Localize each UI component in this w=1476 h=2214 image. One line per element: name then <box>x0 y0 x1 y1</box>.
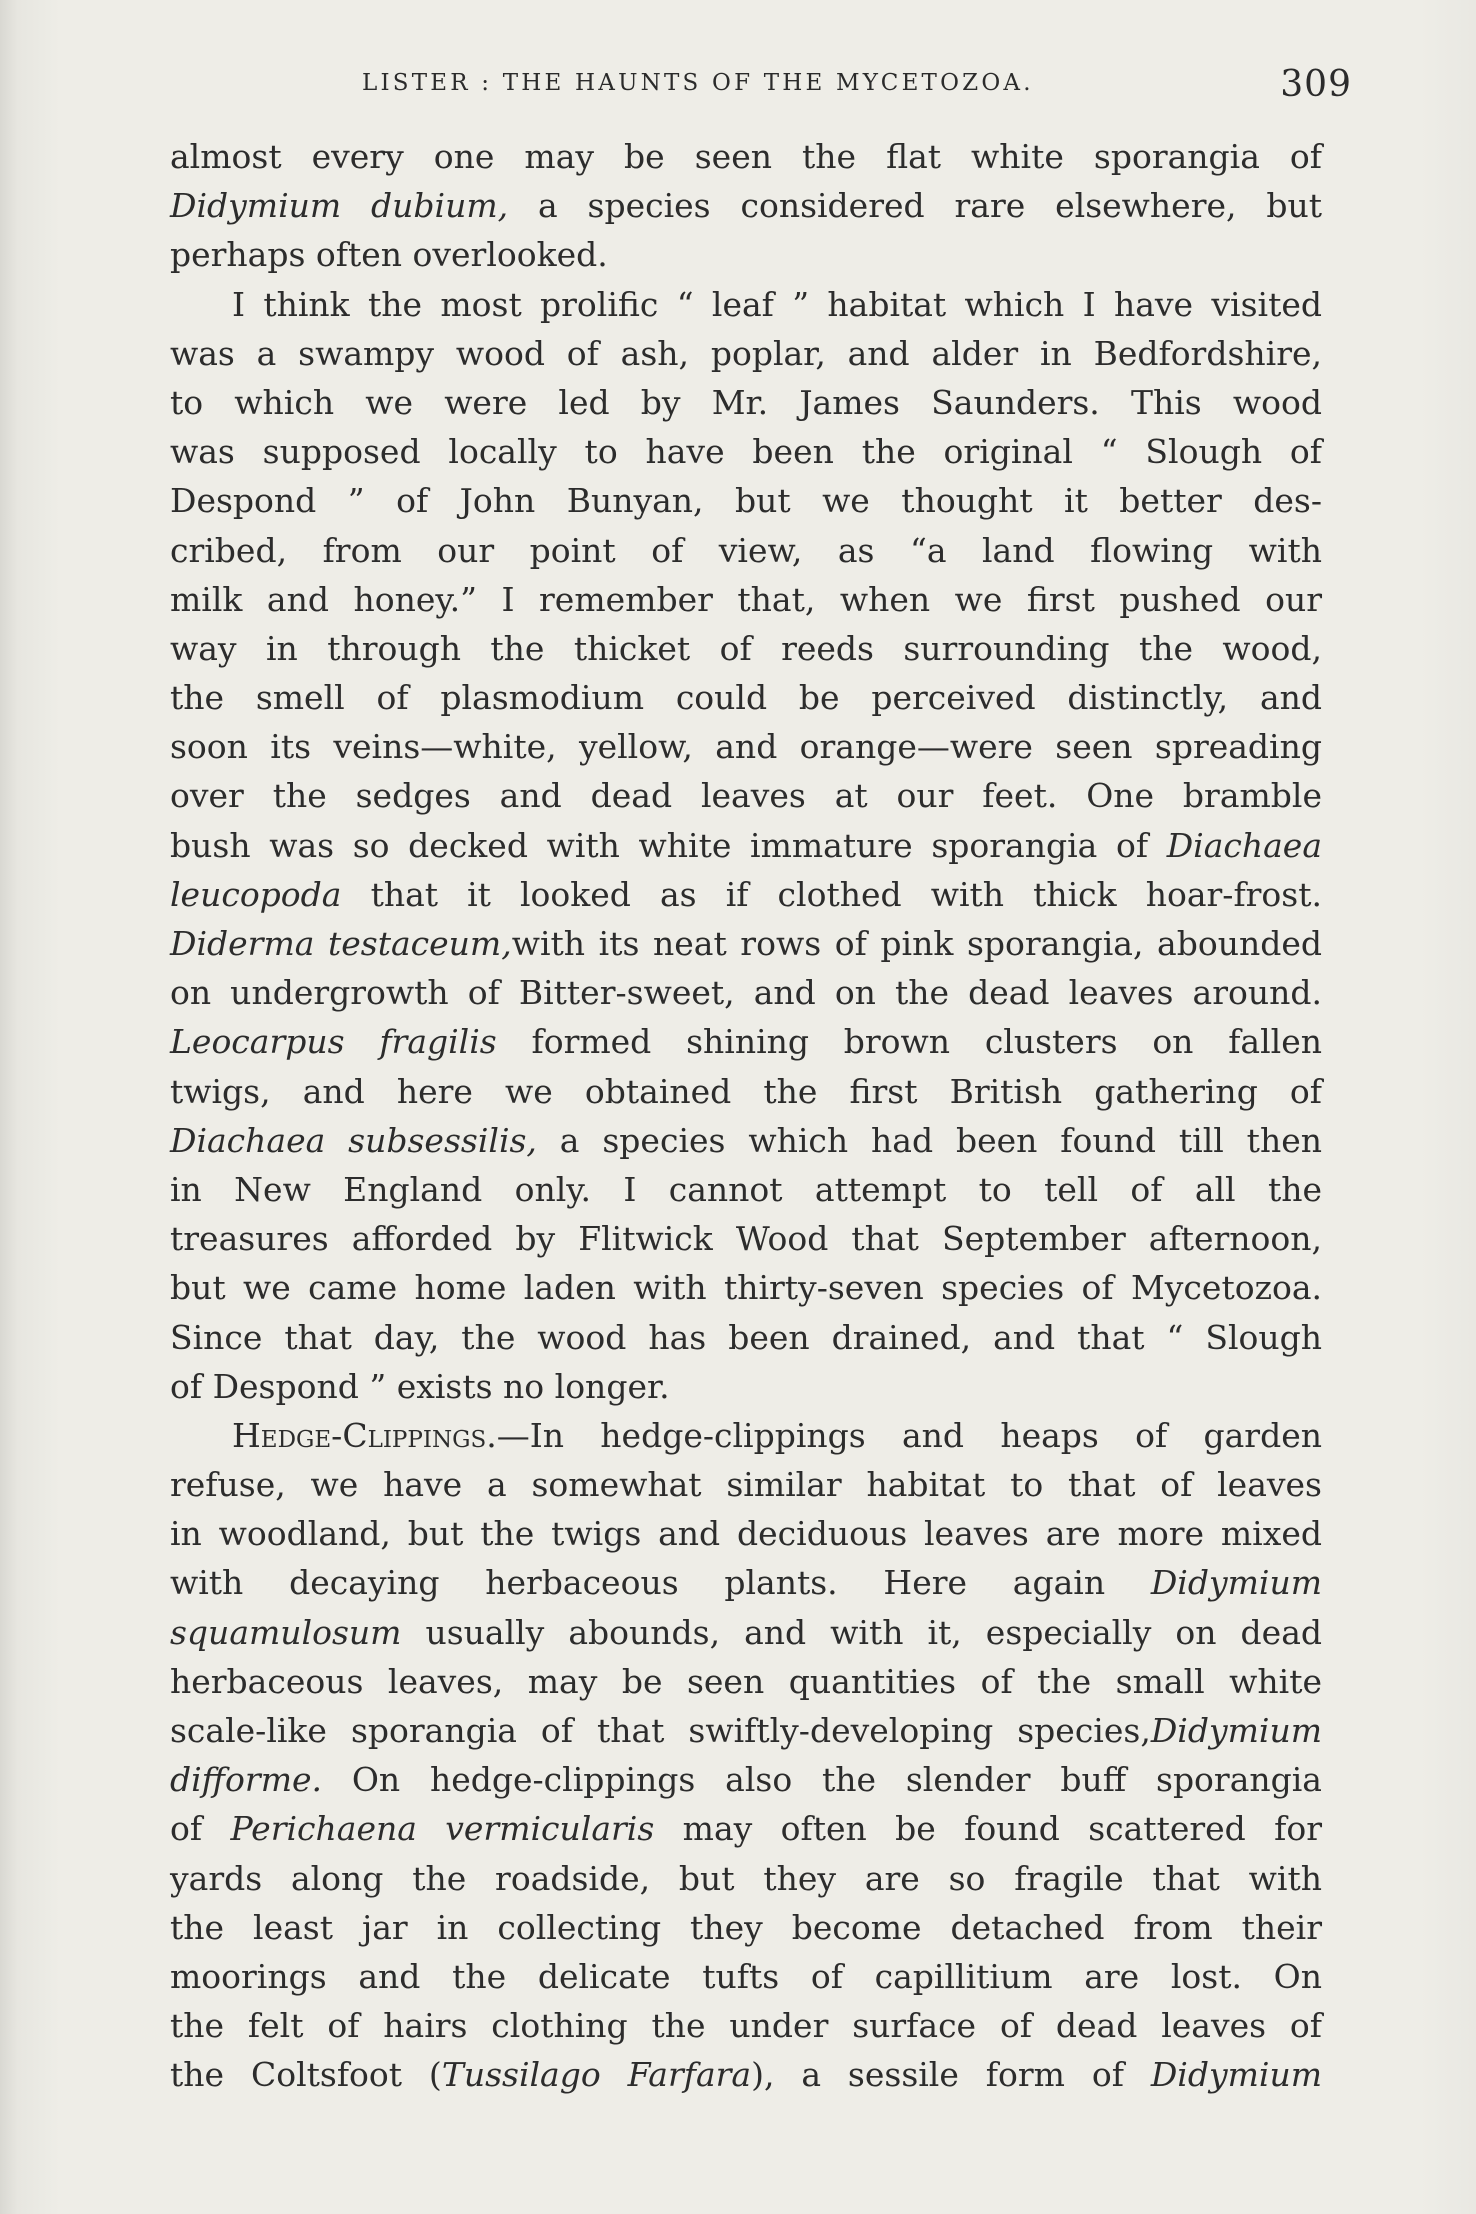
text-line <box>170 230 1322 279</box>
text-run: may often be found scattered for <box>654 1809 1323 1849</box>
text-line <box>170 1657 1322 1706</box>
text-line <box>170 329 1322 378</box>
text-run: treasures afforded by Flitwick Wood that September afternoon, <box>170 1219 1322 1259</box>
text-line <box>170 1165 1322 1214</box>
text-run: that it looked as if clothed with thick hoar-frost. <box>341 874 1322 914</box>
text-line <box>170 280 1322 329</box>
italic-species-name: Tussilago Farfara <box>441 2055 752 2095</box>
text-run: yards along the roadside, but they are so fragile that with <box>170 1858 1322 1898</box>
italic-species-name: Diderma testaceum, <box>170 924 512 963</box>
text-line <box>170 1706 1322 1755</box>
text-line <box>170 1903 1322 1952</box>
text-line <box>170 1214 1322 1263</box>
text-run: of Despond ” exists no longer. <box>170 1366 670 1406</box>
text-line <box>170 919 1322 968</box>
text-line <box>170 1017 1322 1066</box>
text-line <box>170 673 1322 722</box>
text-run: but we came home laden with thirty-seven species of Mycetozoa. <box>170 1268 1322 1308</box>
text-run: over the sedges and dead leaves at our feet. One bramble <box>170 776 1322 816</box>
running-head <box>362 66 1352 106</box>
text-run: Since that day, the wood has been drained, and that “ Slough <box>170 1317 1322 1357</box>
text-run: bush was so decked with white immature sporangia of <box>170 825 1167 865</box>
text-run: On hedge-clippings also the slender buff sporangia <box>322 1760 1322 1800</box>
text-line <box>170 427 1322 476</box>
text-run: almost every one may be seen the flat white sporangia of <box>170 137 1322 176</box>
text-line <box>170 1116 1322 1165</box>
italic-species-name: leucopoda <box>170 874 342 914</box>
text-run: way in through the thicket of reeds surrounding the wood, <box>170 628 1322 668</box>
text-line <box>170 821 1322 870</box>
text-run: —In hedge-clippings and heaps of garden <box>496 1415 1322 1455</box>
text-run: in New England only. I cannot attempt to tell of all the <box>170 1169 1322 1209</box>
text-line <box>170 1411 1322 1460</box>
text-line <box>170 1263 1322 1312</box>
text-line <box>170 2050 1322 2099</box>
text-line <box>170 870 1322 919</box>
italic-species-name: Leocarpus fragilis <box>170 1022 497 1062</box>
text-line <box>170 132 1322 181</box>
text-line <box>170 1755 1322 1804</box>
text-run: herbaceous leaves, may be seen quantities of the small white <box>170 1661 1322 1701</box>
text-run: with its neat rows of pink sporangia, abounded <box>511 924 1322 963</box>
text-line <box>170 476 1322 525</box>
text-run: Despond ” of John Bunyan, but we thought it better des- <box>170 481 1322 521</box>
body-text <box>170 132 1322 2100</box>
text-line <box>170 1558 1322 1607</box>
text-run: the felt of hairs clothing the under surface of dead leaves of <box>170 2006 1322 2046</box>
text-run: the smell of plasmodium could be perceived distinctly, and <box>170 678 1322 718</box>
text-run: soon its veins—white, yellow, and orange—were seen spreading <box>170 727 1322 767</box>
text-line <box>170 1509 1322 1558</box>
text-line <box>170 1362 1322 1411</box>
text-run: milk and honey.” I remember that, when we first pushed our <box>170 579 1322 619</box>
text-line <box>170 624 1322 673</box>
text-run: I think the most prolific “ leaf ” habitat which I have visited <box>232 284 1322 324</box>
text-run: in woodland, but the twigs and deciduous leaves are more mixed <box>170 1514 1322 1554</box>
text-line <box>170 1854 1322 1903</box>
text-run: was a swampy wood of ash, poplar, and alder in Bedfordshire, <box>170 333 1322 373</box>
italic-species-name: Perichaena vermicularis <box>230 1809 655 1849</box>
text-line <box>170 771 1322 820</box>
text-run: of <box>170 1809 231 1849</box>
italic-species-name: Didymium <box>1150 1563 1322 1603</box>
text-run: cribed, from our point of view, as “a land flowing with <box>170 530 1322 570</box>
text-line <box>170 575 1322 624</box>
text-run: a species considered rare elsewhere, but <box>508 186 1322 226</box>
text-run: scale-like sporangia of that swiftly-developing species, <box>170 1711 1151 1750</box>
italic-species-name: Didymium <box>1150 2055 1322 2095</box>
text-line <box>170 1313 1322 1362</box>
text-run: the least jar in collecting they become detached from their <box>170 1907 1322 1947</box>
text-line <box>170 968 1322 1017</box>
text-run: to which we were led by Mr. James Saunders. This wood <box>170 382 1322 422</box>
text-line <box>170 1460 1322 1509</box>
text-line <box>170 722 1322 771</box>
text-line <box>170 2001 1322 2050</box>
section-heading: Hedge-Clippings. <box>232 1415 497 1455</box>
page-number: 309 <box>1280 64 1352 105</box>
italic-species-name: difforme. <box>170 1760 323 1800</box>
text-run: the Coltsfoot ( <box>170 2055 442 2095</box>
text-run: refuse, we have a somewhat similar habitat to that of leaves <box>170 1465 1322 1505</box>
text-run: perhaps often overlooked. <box>170 235 608 275</box>
text-line <box>170 378 1322 427</box>
text-line <box>170 1608 1322 1657</box>
italic-species-name: squamulosum <box>170 1612 402 1652</box>
italic-species-name: Diachaea <box>1166 825 1322 865</box>
text-run: was supposed locally to have been the original “ Slough of <box>170 432 1322 472</box>
text-run: twigs, and here we obtained the first British gathering of <box>170 1071 1322 1111</box>
text-line <box>170 526 1322 575</box>
text-line <box>170 1804 1322 1853</box>
text-line <box>170 1067 1322 1116</box>
italic-species-name: Didymium <box>1150 1711 1322 1750</box>
italic-species-name: Diachaea subsessilis, <box>170 1120 537 1160</box>
text-run: ), a sessile form of <box>751 2055 1151 2095</box>
text-run: formed shining brown clusters on fallen <box>496 1022 1322 1062</box>
text-run: on undergrowth of Bitter-sweet, and on the dead leaves around. <box>170 973 1322 1013</box>
text-run: a species which had been found till then <box>536 1120 1322 1160</box>
text-run: with decaying herbaceous plants. Here again <box>170 1563 1151 1603</box>
text-run: moorings and the delicate tufts of capillitium are lost. On <box>170 1956 1322 1996</box>
text-line <box>170 181 1322 230</box>
text-line <box>170 1952 1322 2001</box>
italic-species-name: Didymium dubium, <box>170 186 509 226</box>
running-title: LISTER : THE HAUNTS OF THE MYCETOZOA. <box>362 70 1034 96</box>
text-run: usually abounds, and with it, especially on dead <box>401 1612 1322 1652</box>
